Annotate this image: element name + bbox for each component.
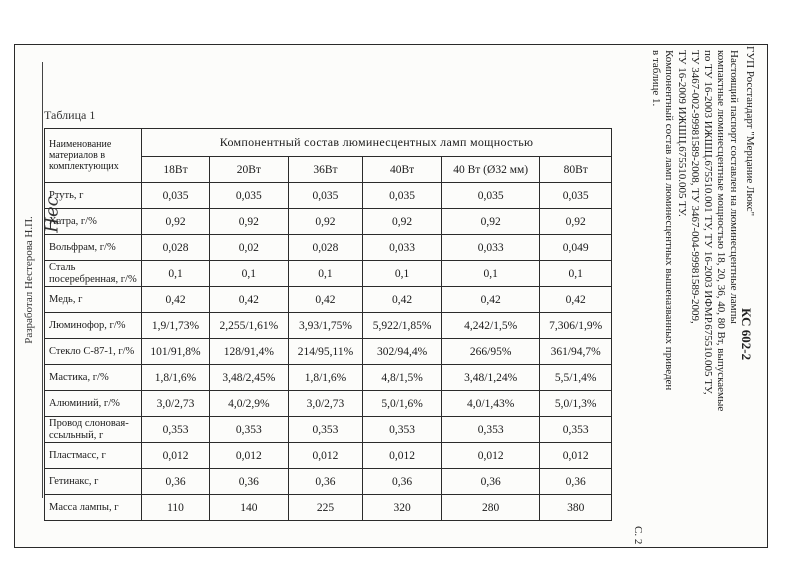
table-cell: 7,306/1,9% — [540, 313, 612, 339]
table-cell: 2,255/1,61% — [210, 313, 289, 339]
table-cell: 0,1 — [210, 261, 289, 287]
table-cell: 0,02 — [210, 235, 289, 261]
table-cell: 0,353 — [540, 417, 612, 443]
row-label: Гетинакс, г — [45, 469, 142, 495]
column-header: 20Вт — [210, 157, 289, 183]
table-cell: 0,012 — [210, 443, 289, 469]
row-label: Хатра, г/% — [45, 209, 142, 235]
row-label: Провод слоновая-ссыльный, г — [45, 417, 142, 443]
table-cell: 3,0/2,73 — [288, 391, 363, 417]
table-header-row — [45, 129, 612, 157]
table-cell: 0,42 — [540, 287, 612, 313]
table-cell: 3,48/2,45% — [210, 365, 289, 391]
table-row — [45, 183, 612, 209]
table-cell: 140 — [210, 495, 289, 521]
table-row — [45, 339, 612, 365]
table-cell: 4,0/1,43% — [441, 391, 539, 417]
table-cell: 0,012 — [142, 443, 210, 469]
table-row — [45, 495, 612, 521]
table-cell: 0,012 — [540, 443, 612, 469]
column-header: 40Вт — [363, 157, 442, 183]
rotated-text-panel — [616, 46, 766, 545]
table-cell: 0,353 — [210, 417, 289, 443]
header-materials-label: Наименование материалов в комплектующих — [45, 129, 142, 183]
row-label: Стекло С-87-1, г/% — [45, 339, 142, 365]
table-cell: 0,36 — [363, 469, 442, 495]
passport-text-line: ТУ 16-2009 ИЖШЦ.675510.005 ТУ. — [676, 50, 688, 217]
table-cell: 101/91,8% — [142, 339, 210, 365]
column-header: 80Вт — [540, 157, 612, 183]
table-cell: 0,033 — [441, 235, 539, 261]
column-header: 36Вт — [288, 157, 363, 183]
table-cell: 0,92 — [210, 209, 289, 235]
table-cell: 1,9/1,73% — [142, 313, 210, 339]
table-cell: 0,42 — [441, 287, 539, 313]
table-cell: 302/94,4% — [363, 339, 442, 365]
table-cell: 0,012 — [441, 443, 539, 469]
row-label: Масса лампы, г — [45, 495, 142, 521]
table-cell: 0,92 — [441, 209, 539, 235]
table-row — [45, 313, 612, 339]
table-cell: 0,012 — [288, 443, 363, 469]
table-cell: 0,92 — [363, 209, 442, 235]
table-caption: Таблица 1 — [44, 108, 96, 122]
table-cell: 0,028 — [288, 235, 363, 261]
passport-text-line: по ТУ 16-2003 ИЖШЦ.675510.001 ТУ, ТУ 16-2003 ИФМР.675510.005 ТУ, — [702, 50, 714, 395]
passport-text-line: Настоящий паспорт составлен на люминесцентные лампы — [728, 50, 740, 324]
table-cell: 3,93/1,75% — [288, 313, 363, 339]
handwritten-signature: Нес — [41, 196, 63, 233]
table-row — [45, 443, 612, 469]
margin-stamp — [16, 62, 43, 498]
table-row — [45, 235, 612, 261]
table-cell: 0,035 — [363, 183, 442, 209]
table-cell: 5,5/1,4% — [540, 365, 612, 391]
table-cell: 110 — [142, 495, 210, 521]
composition-table — [41, 128, 612, 521]
margin-stamp-text: Разработал Нестерова Н.П. — [23, 216, 35, 344]
table-cell: 0,42 — [142, 287, 210, 313]
table-cell: 0,36 — [540, 469, 612, 495]
row-label: Ртуть, г — [45, 183, 142, 209]
table-row — [45, 209, 612, 235]
row-label: Алюминий, г/% — [45, 391, 142, 417]
table-cell: 5,0/1,3% — [540, 391, 612, 417]
table-cell: 320 — [363, 495, 442, 521]
table-cell: 0,42 — [288, 287, 363, 313]
table-cell: 0,035 — [210, 183, 289, 209]
table-cell: 380 — [540, 495, 612, 521]
passport-text-line: Компонентный состав ламп люминесцентных вышеназванных приведен — [663, 50, 675, 391]
table-cell: 0,353 — [142, 417, 210, 443]
row-label: Сталь посеребренная, г/% — [45, 261, 142, 287]
table-cell: 0,035 — [441, 183, 539, 209]
column-header: 40 Вт (Ø32 мм) — [441, 157, 539, 183]
table-cell: 266/95% — [441, 339, 539, 365]
passport-text-line: в таблице 1. — [650, 50, 662, 107]
table-row — [45, 365, 612, 391]
table-cell: 0,36 — [441, 469, 539, 495]
table-cell: 1,8/1,6% — [142, 365, 210, 391]
table-cell: 0,1 — [142, 261, 210, 287]
table-cell: 0,36 — [288, 469, 363, 495]
document-code: КС 602-2 — [739, 308, 754, 361]
org-title: ГУП Росстандарт "Мерцание Люкс" — [744, 46, 756, 217]
table-cell: 214/95,11% — [288, 339, 363, 365]
page-number: С. 2 — [632, 526, 644, 545]
table-cell: 4,8/1,5% — [363, 365, 442, 391]
table-cell: 0,028 — [142, 235, 210, 261]
table-cell: 4,242/1,5% — [441, 313, 539, 339]
table-cell: 0,353 — [441, 417, 539, 443]
table-body — [45, 183, 612, 521]
table-cell: 0,36 — [210, 469, 289, 495]
table-cell: 0,353 — [363, 417, 442, 443]
table-row — [45, 417, 612, 443]
table-cell: 0,353 — [288, 417, 363, 443]
table-cell: 225 — [288, 495, 363, 521]
row-label: Вольфрам, г/% — [45, 235, 142, 261]
row-label: Медь, г — [45, 287, 142, 313]
passport-text-line: компактные люминесцентные мощностью 18, 20, 36, 40, 80 Вт, выпускаемые — [715, 50, 727, 412]
table-cell: 5,922/1,85% — [363, 313, 442, 339]
table-cell: 3,0/2,73 — [142, 391, 210, 417]
table-cell: 4,0/2,9% — [210, 391, 289, 417]
row-label: Мастика, г/% — [45, 365, 142, 391]
row-label: Люминофор, г/% — [45, 313, 142, 339]
table-cell: 361/94,7% — [540, 339, 612, 365]
table-row — [45, 261, 612, 287]
table-cell: 0,012 — [363, 443, 442, 469]
table-cell: 3,48/1,24% — [441, 365, 539, 391]
table-cell: 0,1 — [540, 261, 612, 287]
table-cell: 0,1 — [288, 261, 363, 287]
table-cell: 0,035 — [540, 183, 612, 209]
table-cell: 0,049 — [540, 235, 612, 261]
table-cell: 280 — [441, 495, 539, 521]
row-label: Пластмасс, г — [45, 443, 142, 469]
header-group-title: Компонентный состав люминесцентных ламп мощностью — [142, 129, 612, 157]
table-cell: 0,033 — [363, 235, 442, 261]
table-row — [45, 391, 612, 417]
table-cell: 0,42 — [210, 287, 289, 313]
table-cell: 0,1 — [363, 261, 442, 287]
table-cell: 0,92 — [540, 209, 612, 235]
table-cell: 1,8/1,6% — [288, 365, 363, 391]
table-cell: 128/91,4% — [210, 339, 289, 365]
table-cell: 0,42 — [363, 287, 442, 313]
passport-text-line: ТУ 3467-002-99981589-2008, ТУ 3467-004-99981589-2009, — [689, 50, 701, 324]
table-row — [45, 287, 612, 313]
table-cell: 0,92 — [288, 209, 363, 235]
table-row — [45, 469, 612, 495]
column-header: 18Вт — [142, 157, 210, 183]
table-cell: 0,035 — [288, 183, 363, 209]
table-cell: 0,92 — [142, 209, 210, 235]
table-cell: 5,0/1,6% — [363, 391, 442, 417]
table-cell: 0,36 — [142, 469, 210, 495]
table-cell: 0,035 — [142, 183, 210, 209]
table-cell: 0,1 — [441, 261, 539, 287]
